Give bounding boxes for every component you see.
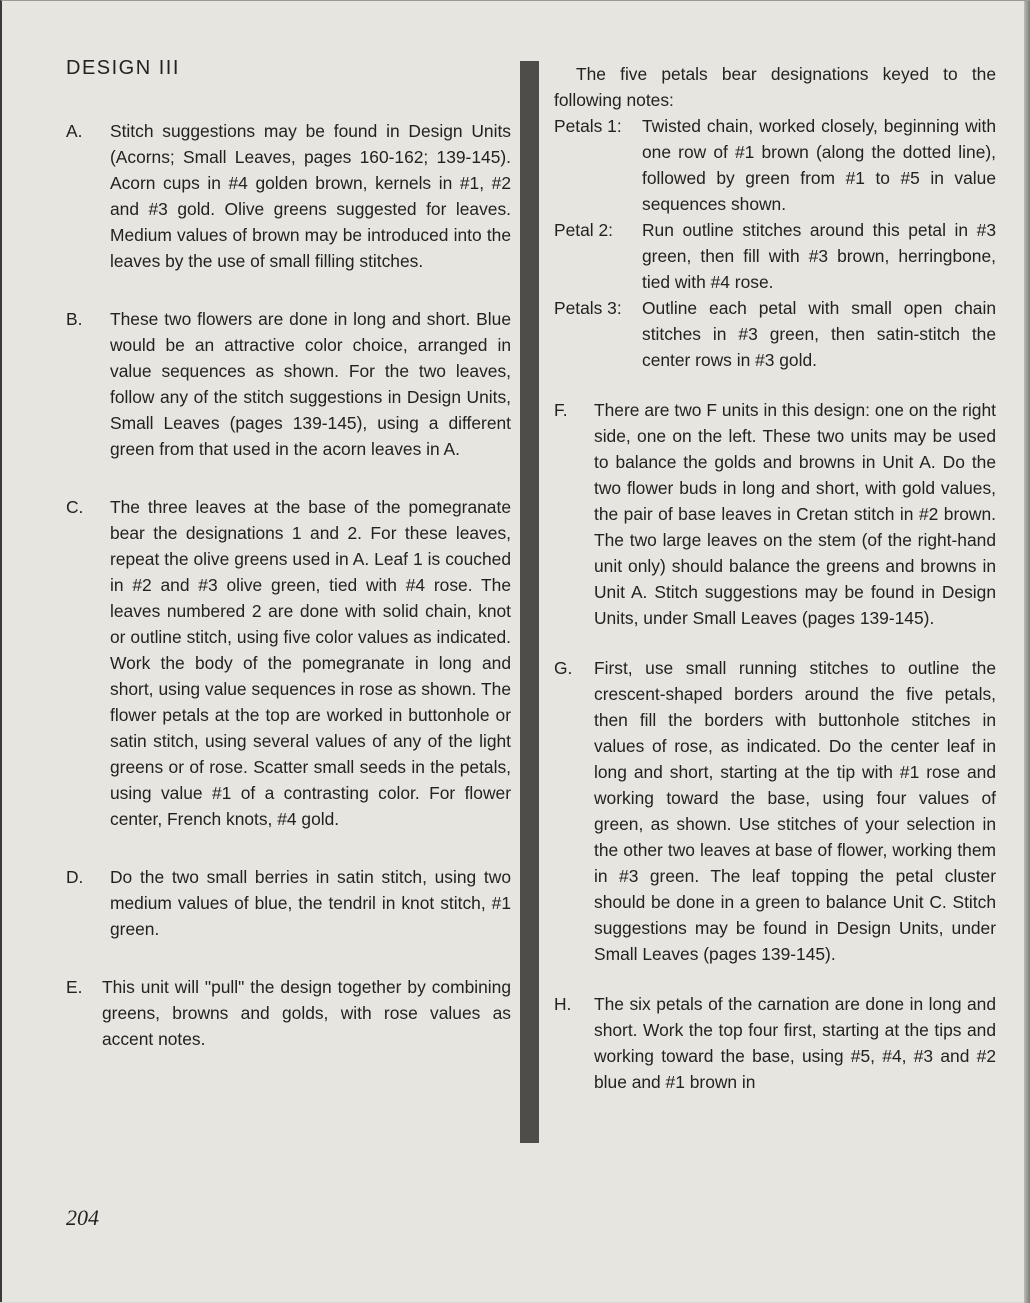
petals-intro: The five petals bear designations keyed to the following notes: bbox=[554, 64, 996, 110]
petal-label: Petals 3: bbox=[554, 298, 622, 318]
note-text: The three leaves at the base of the pomegranate bear the designations 1 and 2. For these leaves, repeat the olive greens used in A. Leaf 1 is couched in #2 and #3 olive green, tied with #4 rose. The leaves numbered 2 are done with solid chain, knot or outline stitch, using five color values as indicated. Work the body of the pomegranate in long and short, using value sequences in rose as shown. The flower petals at the top are worked in buttonhole or satin stitch, using several values of any of the light greens or of rose. Scatter small seeds in the petals, using value #1 of a contrasting color. For flower center, French knots, #4 gold. bbox=[110, 497, 511, 829]
note-letter: C. bbox=[66, 497, 84, 517]
petal-label: Petal 2: bbox=[554, 220, 613, 240]
petal-text: Twisted chain, worked closely, beginning with one row of #1 brown (along the dotted line), followed by green from #1 to #5 in value sequences shown. bbox=[642, 116, 996, 214]
note-item-b bbox=[66, 306, 511, 462]
note-item-c bbox=[66, 494, 511, 832]
note-letter: D. bbox=[66, 867, 84, 887]
note-letter: H. bbox=[554, 994, 572, 1014]
left-column bbox=[66, 57, 511, 1084]
petal-note-2 bbox=[554, 217, 996, 295]
note-text: First, use small running stitches to outline the crescent-shaped borders around the five petals, then fill the borders with buttonhole stitches in values of rose, as indicated. Do the center leaf in long and short, starting at the tip with #1 rose and working toward the base, using four values of green, as shown. Use stitches of your selection in the other two leaves at base of flower, working them in #3 green. The leaf topping the petal cluster should be done in a green to balance Unit C. Stitch suggestions may be found in Design Units, under Small Leaves (pages 139-145). bbox=[594, 658, 996, 964]
note-item-g bbox=[554, 655, 996, 967]
page-number: 204 bbox=[66, 1205, 99, 1230]
note-text: These two flowers are done in long and short. Blue would be an attractive color choice, arranged in value sequences as shown. For the two leaves, follow any of the stitch suggestions in Design Units, Small Leaves (pages 139-145), using a different green from that used in the acorn leaves in A. bbox=[110, 309, 511, 459]
petal-note-1 bbox=[554, 113, 996, 217]
note-letter: A. bbox=[66, 121, 83, 141]
note-item-f bbox=[554, 397, 996, 631]
note-item-d bbox=[66, 864, 511, 942]
note-text: There are two F units in this design: one on the right side, one on the left. These two units may be used to balance the golds and browns in Unit A. Do the two flower buds in long and short, with gold values, the pair of base leaves in Cretan stitch in #2 brown. The two large leaves on the stem (of the right-hand unit only) should balance the greens and browns in Unit A. Stitch suggestions may be found in Design Units, under Small Leaves (pages 139-145). bbox=[594, 400, 996, 628]
note-text: Stitch suggestions may be found in Design Units (Acorns; Small Leaves, pages 160-162; 139-145). Acorn cups in #4 golden brown, kernels in #1, #2 and #3 gold. Olive greens suggested for leaves. Medium values of brown may be introduced into the leaves by the use of small filling stitches. bbox=[110, 121, 511, 271]
note-letter: B. bbox=[66, 309, 83, 329]
page-heading: DESIGN III bbox=[66, 57, 180, 79]
petal-text: Run outline stitches around this petal in #3 green, then fill with #3 brown, herringbone, tied with #4 rose. bbox=[642, 220, 996, 292]
column-divider bbox=[520, 61, 539, 1143]
petal-text: Outline each petal with small open chain stitches in #3 green, then satin-stitch the center rows in #3 gold. bbox=[642, 298, 996, 370]
note-item-a bbox=[66, 118, 511, 274]
note-item-h bbox=[554, 991, 996, 1095]
page-edge-shadow bbox=[1024, 1, 1030, 1303]
right-column bbox=[554, 61, 996, 1095]
note-text: The six petals of the carnation are done in long and short. Work the top four first, starting at the tips and working toward the base, using #5, #4, #3 and #2 blue and #1 brown in bbox=[594, 994, 996, 1092]
petal-label: Petals 1: bbox=[554, 116, 622, 136]
note-letter: G. bbox=[554, 658, 573, 678]
note-letter: E. bbox=[66, 977, 83, 997]
note-letter: F. bbox=[554, 400, 568, 420]
note-text: This unit will "pull" the design together by combining greens, browns and golds, with rose values as accent notes. bbox=[102, 977, 511, 1049]
note-text: Do the two small berries in satin stitch, using two medium values of blue, the tendril in knot stitch, #1 green. bbox=[110, 867, 511, 939]
petal-note-3 bbox=[554, 295, 996, 373]
note-item-e bbox=[66, 974, 511, 1052]
